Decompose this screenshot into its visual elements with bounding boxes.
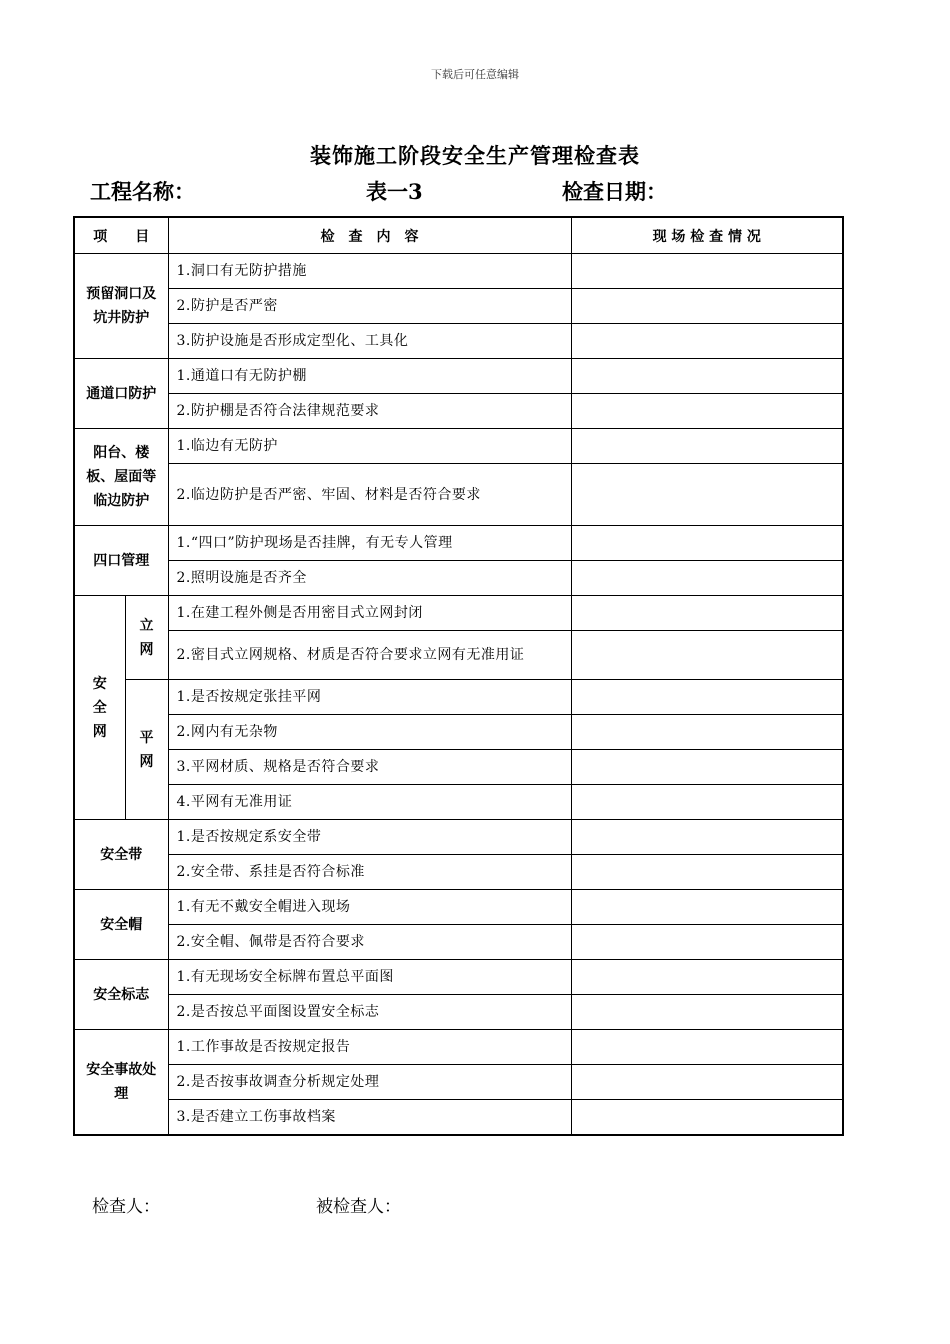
table-header-row [74, 217, 843, 254]
result-cell[interactable] [571, 925, 843, 960]
table-row [74, 1065, 843, 1100]
result-cell[interactable] [571, 464, 843, 526]
check-item: 2.临边防护是否严密、牢固、材料是否符合要求 [168, 464, 571, 526]
table-row [74, 715, 843, 750]
category-cell: 安全标志 [74, 960, 168, 1030]
check-item: 4.平网有无准用证 [168, 785, 571, 820]
check-item: 1.在建工程外侧是否用密目式立网封闭 [168, 596, 571, 631]
check-item: 2.网内有无杂物 [168, 715, 571, 750]
category-cell: 安全带 [74, 820, 168, 890]
table-row [74, 925, 843, 960]
category-cell: 安全帽 [74, 890, 168, 960]
project-name-label: 工程名称： [90, 179, 195, 204]
check-item: 2.照明设施是否齐全 [168, 561, 571, 596]
check-date-label: 检查日期： [562, 179, 667, 204]
result-cell[interactable] [571, 324, 843, 359]
inspected-label: 被检查人： [316, 1197, 401, 1217]
page-title: 装饰施工阶段安全生产管理检查表 [310, 143, 640, 168]
result-cell[interactable] [571, 1065, 843, 1100]
table-row [74, 324, 843, 359]
column-header-result: 现 场 检 查 情 况 [571, 217, 843, 254]
check-item: 3.防护设施是否形成定型化、工具化 [168, 324, 571, 359]
table-row [74, 394, 843, 429]
subcategory-cell: 平网 [125, 680, 168, 820]
table-row [74, 750, 843, 785]
check-item: 2.防护是否严密 [168, 289, 571, 324]
check-item: 1.有无现场安全标牌布置总平面图 [168, 960, 571, 995]
check-item: 2.密目式立网规格、材质是否符合要求立网有无准用证 [168, 631, 571, 680]
table-row [74, 254, 843, 289]
check-item: 3.是否建立工伤事故档案 [168, 1100, 571, 1135]
result-cell[interactable] [571, 631, 843, 680]
result-cell[interactable] [571, 429, 843, 464]
header-note: 下载后可任意编辑 [431, 68, 519, 81]
result-cell[interactable] [571, 1030, 843, 1065]
table-row [74, 680, 843, 715]
column-header-content: 检 查 内 容 [168, 217, 571, 254]
table-number: 表一3 [366, 179, 423, 204]
result-cell[interactable] [571, 254, 843, 289]
result-cell[interactable] [571, 750, 843, 785]
check-item: 2.安全带、系挂是否符合标准 [168, 855, 571, 890]
column-header-item: 项 目 [74, 217, 168, 254]
result-cell[interactable] [571, 394, 843, 429]
result-cell[interactable] [571, 785, 843, 820]
table-row [74, 464, 843, 526]
check-item: 1.洞口有无防护措施 [168, 254, 571, 289]
subcategory-cell: 立网 [125, 596, 168, 680]
check-item: 1.通道口有无防护棚 [168, 359, 571, 394]
table-row [74, 596, 843, 631]
check-item: 1.“四口”防护现场是否挂牌，有无专人管理 [168, 526, 571, 561]
table-row [74, 561, 843, 596]
table-row [74, 289, 843, 324]
result-cell[interactable] [571, 855, 843, 890]
result-cell[interactable] [571, 715, 843, 750]
category-cell: 阳台、楼板、屋面等临边防护 [74, 429, 168, 526]
check-item: 1.工作事故是否按规定报告 [168, 1030, 571, 1065]
table-row [74, 785, 843, 820]
result-cell[interactable] [571, 561, 843, 596]
inspection-table [73, 216, 844, 1136]
check-item: 3.平网材质、规格是否符合要求 [168, 750, 571, 785]
check-item: 1.有无不戴安全帽进入现场 [168, 890, 571, 925]
table-row [74, 960, 843, 995]
category-cell: 通道口防护 [74, 359, 168, 429]
inspector-label: 检查人： [92, 1197, 160, 1217]
check-item: 1.临边有无防护 [168, 429, 571, 464]
category-cell: 四口管理 [74, 526, 168, 596]
table-row [74, 526, 843, 561]
result-cell[interactable] [571, 820, 843, 855]
result-cell[interactable] [571, 289, 843, 324]
check-item: 1.是否按规定张挂平网 [168, 680, 571, 715]
table-row [74, 995, 843, 1030]
result-cell[interactable] [571, 890, 843, 925]
check-item: 1.是否按规定系安全带 [168, 820, 571, 855]
check-item: 2.是否按总平面图设置安全标志 [168, 995, 571, 1030]
table-row [74, 429, 843, 464]
footer [92, 1192, 792, 1218]
category-cell: 安全事故处理 [74, 1030, 168, 1135]
result-cell[interactable] [571, 596, 843, 631]
table-row [74, 855, 843, 890]
check-item: 2.安全帽、佩带是否符合要求 [168, 925, 571, 960]
check-item: 2.防护棚是否符合法律规范要求 [168, 394, 571, 429]
result-cell[interactable] [571, 995, 843, 1030]
result-cell[interactable] [571, 359, 843, 394]
table-row [74, 631, 843, 680]
result-cell[interactable] [571, 680, 843, 715]
category-cell: 安全网 [74, 596, 125, 820]
meta-row [90, 176, 870, 210]
table-row [74, 1030, 843, 1065]
table-row [74, 1100, 843, 1135]
table-row [74, 890, 843, 925]
result-cell[interactable] [571, 960, 843, 995]
result-cell[interactable] [571, 526, 843, 561]
category-cell: 预留洞口及坑井防护 [74, 254, 168, 359]
table-row [74, 359, 843, 394]
table-row [74, 820, 843, 855]
check-item: 2.是否按事故调查分析规定处理 [168, 1065, 571, 1100]
result-cell[interactable] [571, 1100, 843, 1135]
